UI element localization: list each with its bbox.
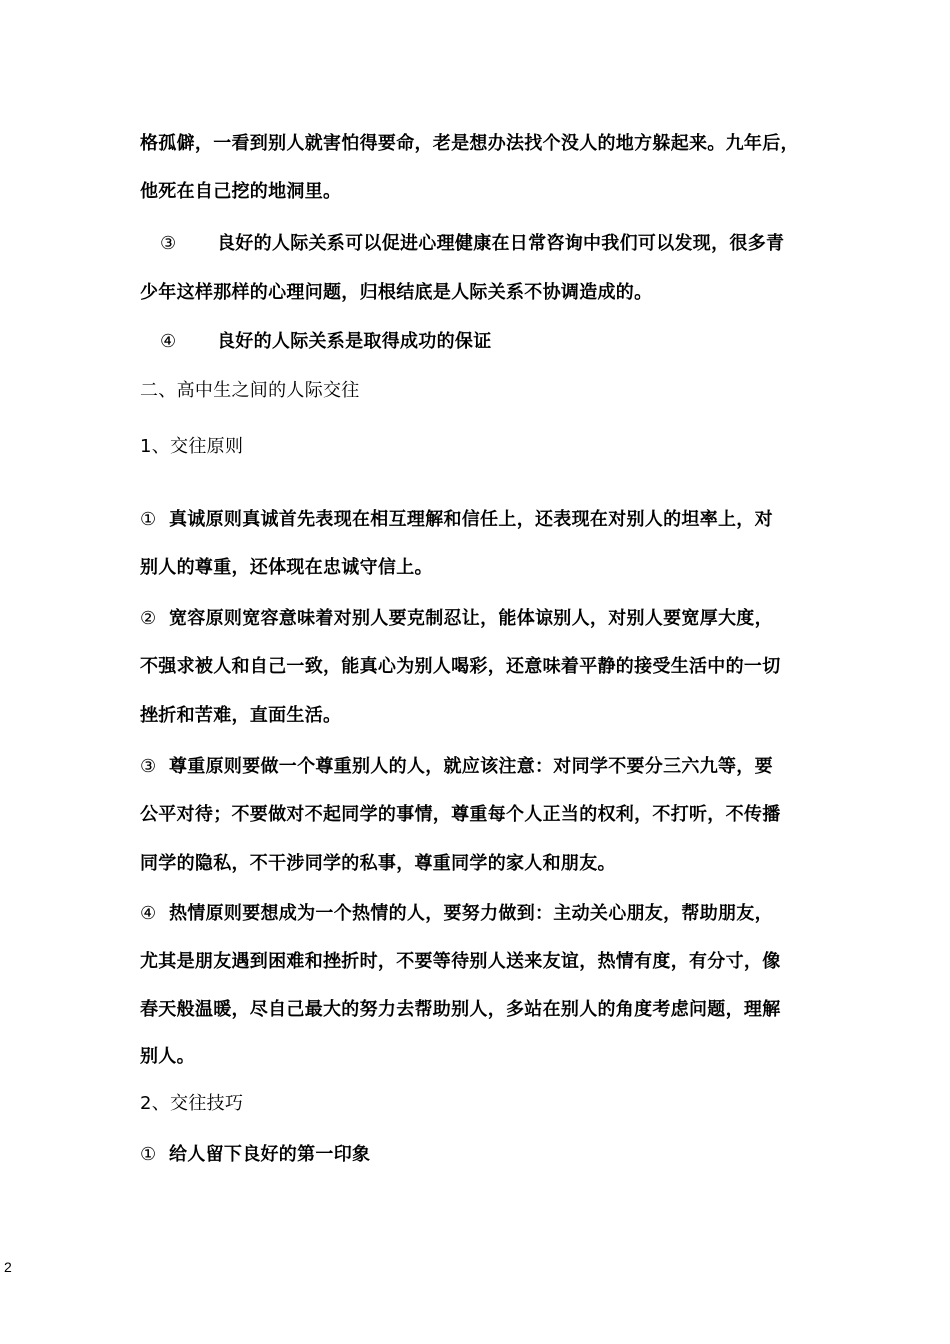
subsection-heading: 2、交往技巧 [140, 1093, 244, 1114]
page-number: 2 [4, 1259, 12, 1275]
item-marker: ① [140, 1144, 157, 1165]
item-marker: ① [140, 509, 157, 530]
numbered-item [160, 231, 784, 257]
numbered-item [140, 901, 773, 927]
numbered-item [140, 606, 773, 632]
paragraph-line: 少年这样那样的心理问题，归根结底是人际关系不协调造成的。 [140, 282, 653, 303]
paragraph-line: 别人的尊重，还体现在忠诚守信上。 [140, 557, 433, 578]
numbered-item [140, 1142, 370, 1168]
item-text: 尊重原则要做一个尊重别人的人，就应该注意：对同学不要分三六九等，要 [169, 756, 773, 777]
item-text: 真诚原则真诚首先表现在相互理解和信任上，还表现在对别人的坦率上，对 [169, 509, 773, 530]
item-text: 热情原则要想成为一个热情的人，要努力做到：主动关心朋友，帮助朋友， [169, 903, 773, 924]
item-marker: ③ [160, 233, 177, 254]
paragraph-line: 不强求被人和自己一致，能真心为别人喝彩，还意味着平静的接受生活中的一切 [140, 656, 781, 677]
item-marker: ④ [160, 331, 177, 352]
section-heading: 二、高中生之间的人际交往 [140, 380, 360, 401]
subsection-heading: 1、交往原则 [140, 436, 244, 457]
paragraph-line: 别人。 [140, 1046, 195, 1067]
numbered-item [140, 507, 773, 533]
item-marker: ④ [140, 903, 157, 924]
paragraph-line: 尤其是朋友遇到困难和挫折时，不要等待别人送来友谊，热情有度，有分寸，像 [140, 951, 781, 972]
item-marker: ② [140, 608, 157, 629]
paragraph-line: 公平对待；不要做对不起同学的事情，尊重每个人正当的权利，不打听，不传播 [140, 804, 781, 825]
paragraph-line: 春天般温暖，尽自己最大的努力去帮助别人，多站在别人的角度考虑问题，理解 [140, 999, 781, 1020]
paragraph-line: 他死在自己挖的地洞里。 [140, 181, 342, 202]
paragraph-line: 挫折和苦难，直面生活。 [140, 705, 342, 726]
numbered-item [160, 329, 492, 355]
item-text: 给人留下良好的第一印象 [169, 1144, 371, 1165]
numbered-item [140, 754, 773, 780]
paragraph-line: 格孤僻，一看到别人就害怕得要命，老是想办法找个没人的地方躲起来。九年后， [140, 133, 799, 154]
item-text: 良好的人际关系可以促进心理健康在日常咨询中我们可以发现，很多青 [217, 233, 785, 254]
item-marker: ③ [140, 756, 157, 777]
item-text: 良好的人际关系是取得成功的保证 [217, 331, 492, 352]
paragraph-line: 同学的隐私，不干涉同学的私事，尊重同学的家人和朋友。 [140, 853, 616, 874]
item-text: 宽容原则宽容意味着对别人要克制忍让，能体谅别人，对别人要宽厚大度， [169, 608, 773, 629]
